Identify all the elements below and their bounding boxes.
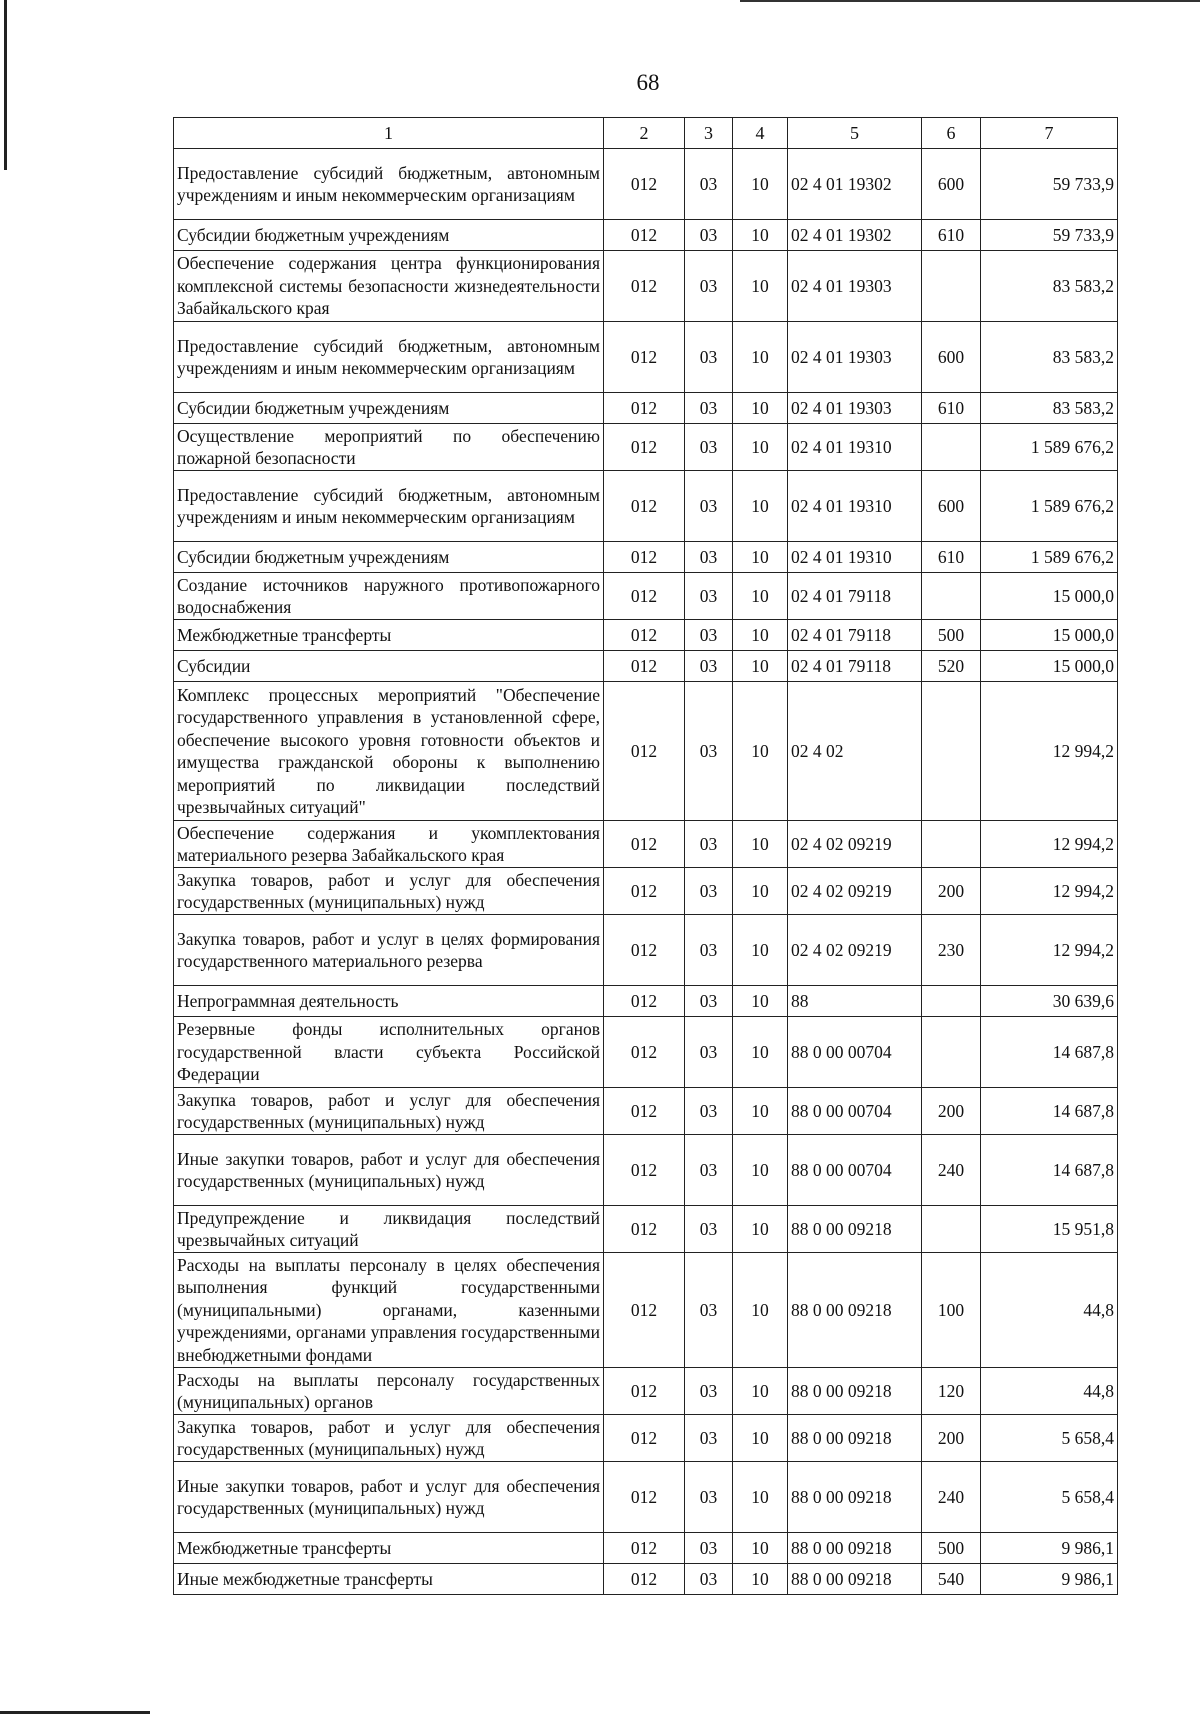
row-col-7: 15 000,0 [981,620,1118,651]
row-col-5: 88 0 00 09218 [788,1462,922,1533]
row-col-4: 10 [733,471,788,542]
row-col-4: 10 [733,1368,788,1415]
row-col-3: 03 [685,251,733,322]
row-col-3: 03 [685,821,733,868]
row-col-4: 10 [733,1564,788,1595]
row-col-4: 10 [733,322,788,393]
row-col-6: 610 [922,393,981,424]
row-col-2: 012 [604,915,685,986]
row-col-4: 10 [733,1533,788,1564]
row-col-6: 500 [922,620,981,651]
row-col-3: 03 [685,915,733,986]
row-col-2: 012 [604,986,685,1017]
row-name: Осуществление мероприятий по обеспечению пожарной безопасности [174,424,604,471]
row-col-3: 03 [685,149,733,220]
table-row [174,251,1118,322]
row-name: Субсидии бюджетным учреждениям [174,393,604,424]
row-col-2: 012 [604,1415,685,1462]
row-col-6 [922,821,981,868]
row-col-5: 02 4 02 09219 [788,868,922,915]
row-col-2: 012 [604,1564,685,1595]
row-col-5: 88 0 00 00704 [788,1135,922,1206]
row-name: Закупка товаров, работ и услуг для обеспечения государственных (муниципальных) нужд [174,1415,604,1462]
row-col-2: 012 [604,542,685,573]
row-col-3: 03 [685,471,733,542]
row-col-4: 10 [733,1462,788,1533]
row-col-5: 02 4 01 19302 [788,149,922,220]
row-name: Иные межбюджетные трансферты [174,1564,604,1595]
row-col-3: 03 [685,1135,733,1206]
row-col-5: 88 0 00 09218 [788,1253,922,1368]
row-col-3: 03 [685,986,733,1017]
row-name: Иные закупки товаров, работ и услуг для обеспечения государственных (муниципальных) нужд [174,1135,604,1206]
row-col-2: 012 [604,1088,685,1135]
row-col-2: 012 [604,1017,685,1088]
row-col-3: 03 [685,322,733,393]
row-col-7: 9 986,1 [981,1564,1118,1595]
row-col-7: 12 994,2 [981,821,1118,868]
table-row [174,651,1118,682]
row-col-7: 12 994,2 [981,682,1118,821]
row-col-2: 012 [604,220,685,251]
row-col-6: 200 [922,868,981,915]
row-col-2: 012 [604,1462,685,1533]
row-col-4: 10 [733,1088,788,1135]
row-col-3: 03 [685,573,733,620]
row-col-5: 02 4 01 19310 [788,542,922,573]
row-col-3: 03 [685,651,733,682]
row-col-5: 02 4 01 19303 [788,322,922,393]
row-col-5: 02 4 02 09219 [788,821,922,868]
row-col-3: 03 [685,424,733,471]
row-col-7: 59 733,9 [981,149,1118,220]
row-col-5: 88 0 00 09218 [788,1564,922,1595]
row-col-6 [922,1017,981,1088]
row-col-3: 03 [685,682,733,821]
row-name: Предоставление субсидий бюджетным, автономным учреждениям и иным некоммерческим организациям [174,322,604,393]
row-col-5: 02 4 02 09219 [788,915,922,986]
row-col-4: 10 [733,1253,788,1368]
header-col-4: 4 [733,118,788,149]
row-col-2: 012 [604,573,685,620]
row-col-6: 100 [922,1253,981,1368]
row-col-7: 83 583,2 [981,322,1118,393]
row-col-6 [922,1206,981,1253]
row-col-6: 520 [922,651,981,682]
row-name: Непрограммная деятельность [174,986,604,1017]
row-col-2: 012 [604,1533,685,1564]
row-col-4: 10 [733,915,788,986]
row-name: Создание источников наружного противопожарного водоснабжения [174,573,604,620]
row-col-6: 610 [922,220,981,251]
header-col-3: 3 [685,118,733,149]
row-col-5: 02 4 01 79118 [788,651,922,682]
table-row [174,1462,1118,1533]
row-col-2: 012 [604,682,685,821]
row-col-3: 03 [685,1415,733,1462]
table-row [174,868,1118,915]
row-name: Предупреждение и ликвидация последствий чрезвычайных ситуаций [174,1206,604,1253]
table-row [174,682,1118,821]
row-col-3: 03 [685,1368,733,1415]
row-col-3: 03 [685,1533,733,1564]
row-col-4: 10 [733,868,788,915]
scan-edge-left [4,0,7,170]
row-name: Закупка товаров, работ и услуг в целях формирования государственного материального резерва [174,915,604,986]
row-col-5: 88 0 00 09218 [788,1533,922,1564]
row-col-2: 012 [604,424,685,471]
row-col-2: 012 [604,251,685,322]
row-col-7: 30 639,6 [981,986,1118,1017]
table-row [174,620,1118,651]
table-row [174,1135,1118,1206]
row-col-7: 83 583,2 [981,393,1118,424]
row-col-5: 02 4 02 [788,682,922,821]
row-col-3: 03 [685,542,733,573]
table-row [174,149,1118,220]
row-col-5: 88 0 00 09218 [788,1368,922,1415]
row-col-5: 02 4 01 19302 [788,220,922,251]
table-row [174,471,1118,542]
row-col-7: 15 951,8 [981,1206,1118,1253]
row-col-6: 200 [922,1415,981,1462]
row-col-4: 10 [733,573,788,620]
row-col-4: 10 [733,821,788,868]
row-col-7: 59 733,9 [981,220,1118,251]
row-col-7: 1 589 676,2 [981,424,1118,471]
row-col-6: 600 [922,471,981,542]
row-col-5: 02 4 01 79118 [788,620,922,651]
row-col-2: 012 [604,620,685,651]
table-row [174,1017,1118,1088]
row-col-3: 03 [685,1462,733,1533]
table-row [174,1368,1118,1415]
row-col-2: 012 [604,471,685,542]
table-row [174,220,1118,251]
row-col-6 [922,682,981,821]
row-col-6 [922,573,981,620]
row-col-5: 02 4 01 19310 [788,424,922,471]
row-col-6 [922,251,981,322]
row-name: Закупка товаров, работ и услуг для обеспечения государственных (муниципальных) нужд [174,1088,604,1135]
row-col-6: 200 [922,1088,981,1135]
row-col-3: 03 [685,220,733,251]
row-col-5: 02 4 01 19310 [788,471,922,542]
budget-table [173,117,1118,1595]
row-col-2: 012 [604,1253,685,1368]
table-row [174,322,1118,393]
row-name: Межбюджетные трансферты [174,620,604,651]
row-col-5: 88 0 00 00704 [788,1017,922,1088]
row-name: Субсидии бюджетным учреждениям [174,220,604,251]
row-col-3: 03 [685,393,733,424]
header-col-1: 1 [174,118,604,149]
row-col-4: 10 [733,1415,788,1462]
row-col-4: 10 [733,1017,788,1088]
table-row [174,986,1118,1017]
row-col-4: 10 [733,682,788,821]
row-col-7: 44,8 [981,1253,1118,1368]
row-col-5: 02 4 01 19303 [788,251,922,322]
row-col-4: 10 [733,393,788,424]
scan-edge-top-right [740,0,1200,2]
row-col-5: 02 4 01 19303 [788,393,922,424]
row-col-7: 44,8 [981,1368,1118,1415]
row-col-2: 012 [604,322,685,393]
row-col-5: 88 [788,986,922,1017]
row-col-3: 03 [685,1088,733,1135]
row-name: Предоставление субсидий бюджетным, автономным учреждениям и иным некоммерческим организациям [174,149,604,220]
row-col-2: 012 [604,821,685,868]
row-col-2: 012 [604,1135,685,1206]
row-col-7: 14 687,8 [981,1088,1118,1135]
row-name: Предоставление субсидий бюджетным, автономным учреждениям и иным некоммерческим организациям [174,471,604,542]
row-name: Резервные фонды исполнительных органов государственной власти субъекта Российской Федерации [174,1017,604,1088]
row-col-5: 88 0 00 00704 [788,1088,922,1135]
row-col-4: 10 [733,149,788,220]
header-col-7: 7 [981,118,1118,149]
row-col-5: 88 0 00 09218 [788,1415,922,1462]
row-col-2: 012 [604,149,685,220]
header-row [174,118,1118,149]
row-col-7: 5 658,4 [981,1415,1118,1462]
table-row [174,1564,1118,1595]
row-col-6: 240 [922,1135,981,1206]
row-col-4: 10 [733,651,788,682]
row-name: Закупка товаров, работ и услуг для обеспечения государственных (муниципальных) нужд [174,868,604,915]
row-col-2: 012 [604,868,685,915]
row-name: Расходы на выплаты персоналу государственных (муниципальных) органов [174,1368,604,1415]
row-name: Обеспечение содержания центра функционирования комплексной системы безопасности жизнедеятельности Забайкальского края [174,251,604,322]
row-col-7: 1 589 676,2 [981,471,1118,542]
row-col-4: 10 [733,1135,788,1206]
row-col-7: 12 994,2 [981,868,1118,915]
row-col-6: 610 [922,542,981,573]
row-col-6 [922,424,981,471]
table-row [174,393,1118,424]
row-col-7: 1 589 676,2 [981,542,1118,573]
row-col-4: 10 [733,220,788,251]
row-col-6: 240 [922,1462,981,1533]
row-col-6: 500 [922,1533,981,1564]
row-col-4: 10 [733,620,788,651]
page-number: 68 [636,70,660,95]
row-col-3: 03 [685,620,733,651]
row-col-5: 02 4 01 79118 [788,573,922,620]
row-name: Субсидии [174,651,604,682]
row-col-6: 600 [922,149,981,220]
row-col-4: 10 [733,424,788,471]
table-row [174,1253,1118,1368]
row-col-7: 15 000,0 [981,573,1118,620]
row-col-3: 03 [685,1564,733,1595]
row-name: Обеспечение содержания и укомплектования материального резерва Забайкальского края [174,821,604,868]
row-col-4: 10 [733,542,788,573]
header-col-5: 5 [788,118,922,149]
table-row [174,1088,1118,1135]
row-col-7: 15 000,0 [981,651,1118,682]
row-col-3: 03 [685,868,733,915]
row-col-5: 88 0 00 09218 [788,1206,922,1253]
table-row [174,424,1118,471]
row-col-6: 230 [922,915,981,986]
table-row [174,542,1118,573]
row-col-3: 03 [685,1253,733,1368]
row-name: Расходы на выплаты персоналу в целях обеспечения выполнения функций государственными (муниципальными) органами, казенными учреждениями, органами управления государственными внебюджетными фондами [174,1253,604,1368]
row-col-7: 14 687,8 [981,1017,1118,1088]
row-col-6: 120 [922,1368,981,1415]
row-col-2: 012 [604,1206,685,1253]
row-col-2: 012 [604,1368,685,1415]
table-row [174,821,1118,868]
header-col-2: 2 [604,118,685,149]
row-col-6: 540 [922,1564,981,1595]
row-col-4: 10 [733,251,788,322]
table-row [174,1533,1118,1564]
table-row [174,915,1118,986]
row-col-7: 12 994,2 [981,915,1118,986]
row-name: Субсидии бюджетным учреждениям [174,542,604,573]
table-row [174,1206,1118,1253]
row-col-7: 14 687,8 [981,1135,1118,1206]
row-col-7: 9 986,1 [981,1533,1118,1564]
row-col-7: 5 658,4 [981,1462,1118,1533]
row-name: Иные закупки товаров, работ и услуг для обеспечения государственных (муниципальных) нужд [174,1462,604,1533]
row-col-6: 600 [922,322,981,393]
table-row [174,573,1118,620]
row-col-4: 10 [733,986,788,1017]
row-col-2: 012 [604,651,685,682]
row-col-2: 012 [604,393,685,424]
row-col-4: 10 [733,1206,788,1253]
table-row [174,1415,1118,1462]
row-col-6 [922,986,981,1017]
header-col-6: 6 [922,118,981,149]
row-col-7: 83 583,2 [981,251,1118,322]
row-name: Межбюджетные трансферты [174,1533,604,1564]
row-name: Комплекс процессных мероприятий "Обеспечение государственного управления в установленной сфере, обеспечение высокого уровня готовности объектов и имущества гражданской обороны к выполнению мероприятий по ликвидации последствий чрезвычайных ситуаций" [174,682,604,821]
row-col-3: 03 [685,1206,733,1253]
row-col-3: 03 [685,1017,733,1088]
